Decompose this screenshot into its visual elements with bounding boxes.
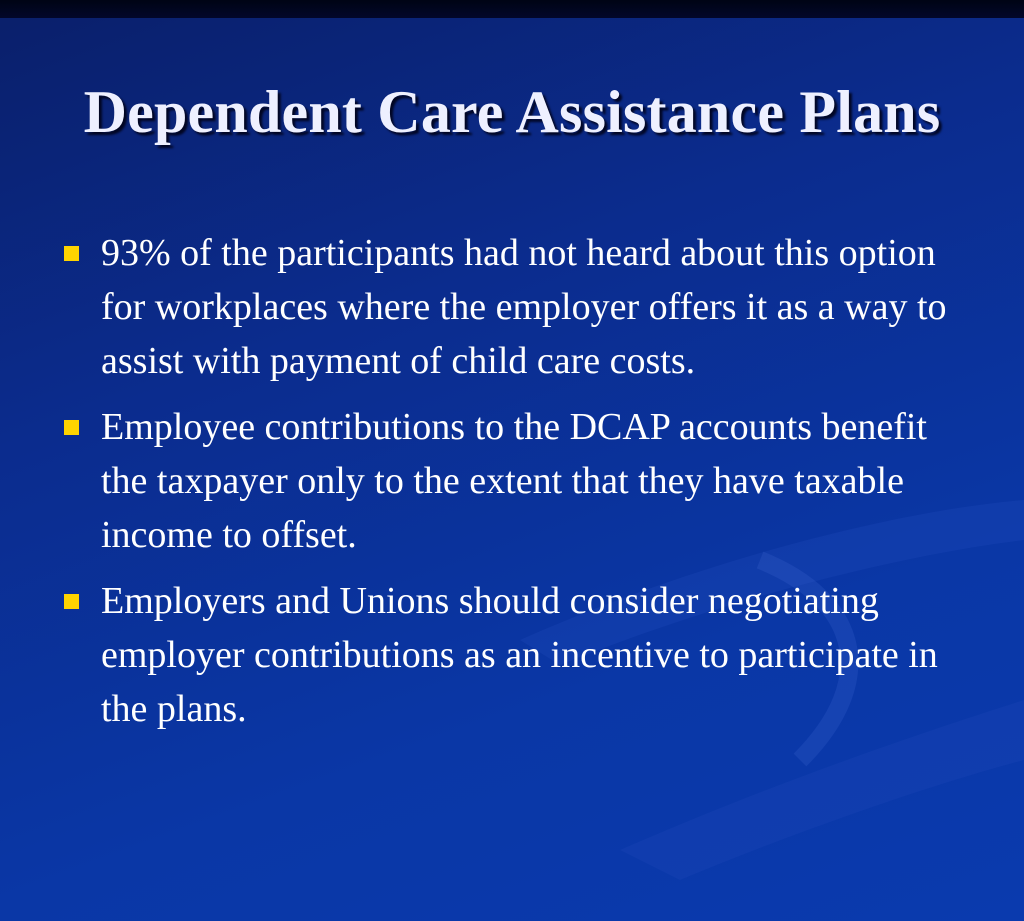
- square-bullet-icon: [64, 594, 79, 609]
- bullet-text: Employee contributions to the DCAP accounts benefit the taxpayer only to the extent that they have taxable income to offset.: [101, 406, 927, 556]
- bullet-text: Employers and Unions should consider negotiating employer contributions as an incentive to participate in the plans.: [101, 580, 938, 730]
- bullet-text: 93% of the participants had not heard about this option for workplaces where the employer offers it as a way to assist with payment of child care costs.: [101, 232, 947, 382]
- slide-title: Dependent Care Assistance Plans: [83, 79, 941, 145]
- bullet-item: [62, 226, 962, 388]
- square-bullet-icon: [64, 246, 79, 261]
- bullet-item: [62, 574, 962, 736]
- square-bullet-icon: [64, 420, 79, 435]
- bullet-item: [62, 400, 962, 562]
- bullet-list: [62, 226, 962, 748]
